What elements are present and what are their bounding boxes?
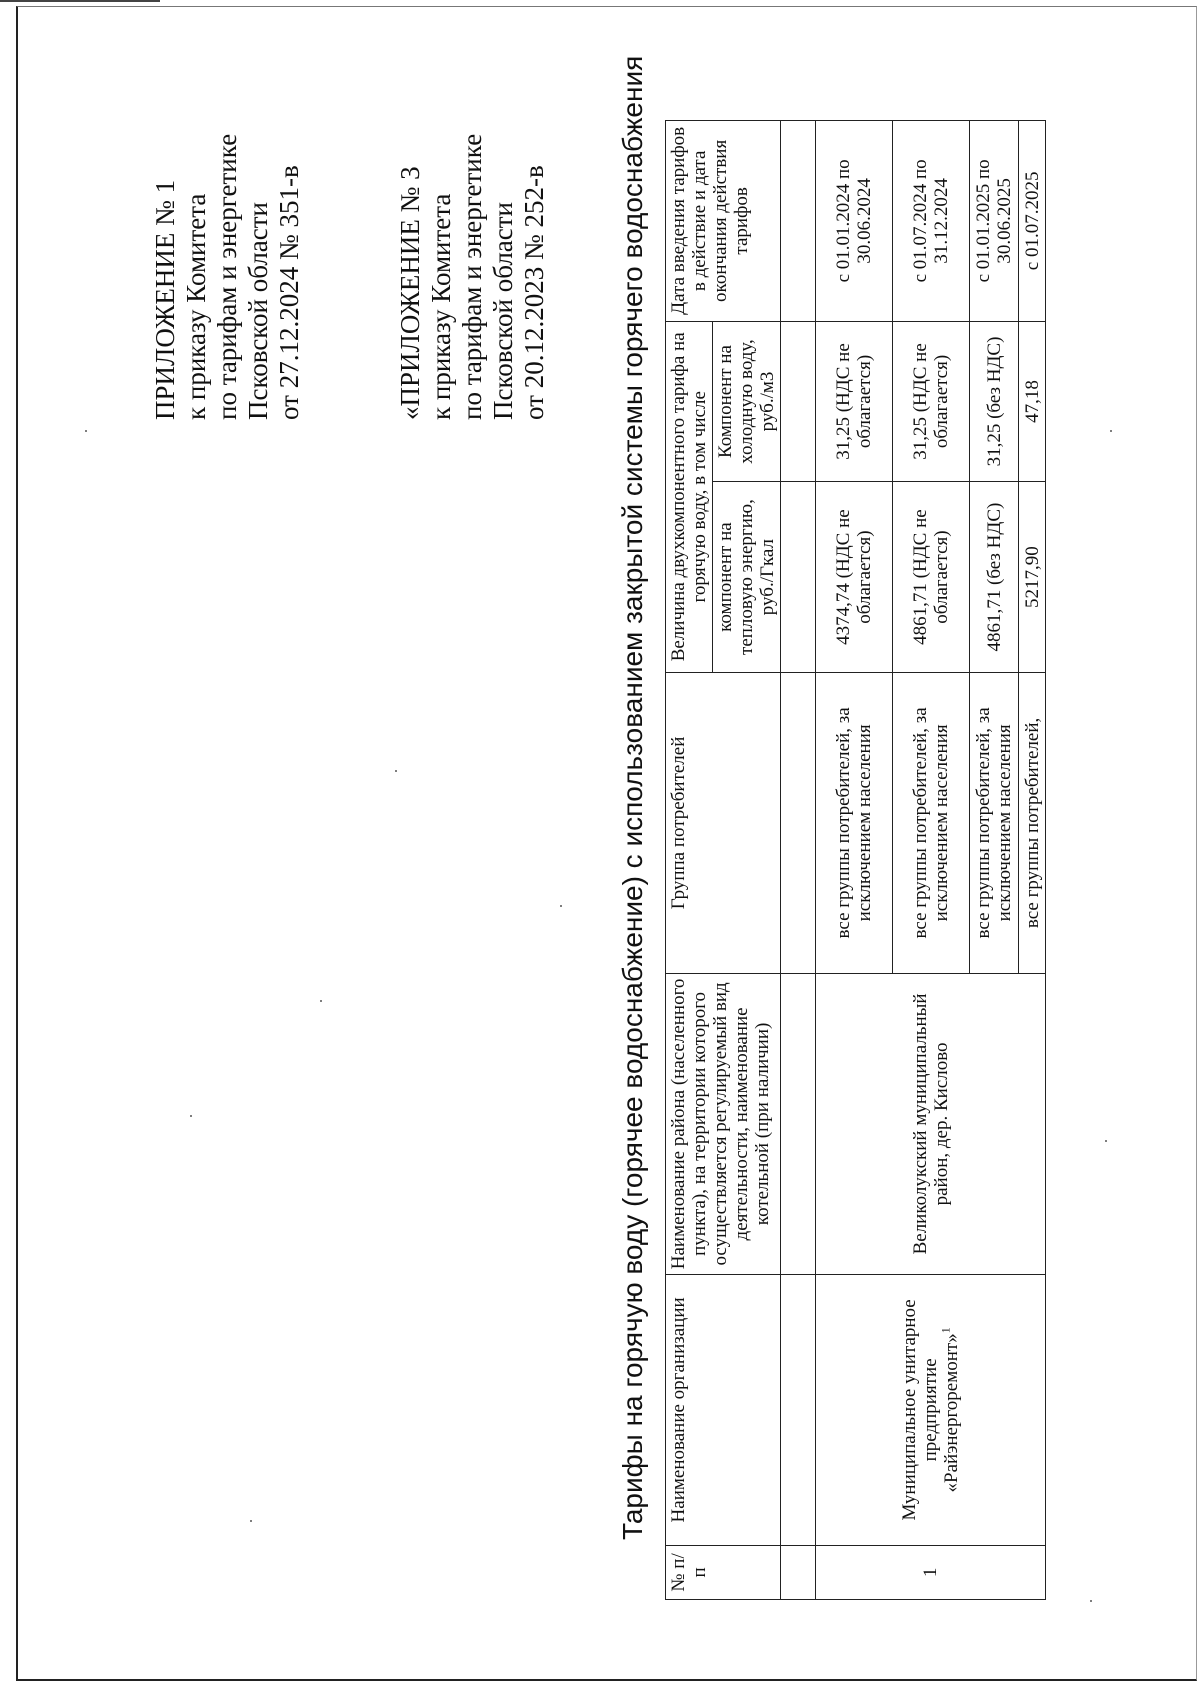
water-component-value: 31,25 (НДС не облагается) <box>816 321 893 482</box>
organization-name <box>816 1274 1046 1545</box>
header-district: Наименование района (населенного пункта), на территории которого осуществляется регулируемый вид деятельности, наименование котельной (при наличии) <box>666 973 781 1274</box>
header-org: Наименование организации <box>666 1274 781 1545</box>
scan-edge-mark <box>0 0 160 6</box>
consumer-group: все группы потребителей, <box>1019 672 1046 973</box>
header-num: № п/п <box>666 1545 781 1599</box>
scan-speck <box>395 770 397 772</box>
consumer-group: все группы потребителей, за исключением населения <box>893 672 970 973</box>
scan-speck <box>1105 1140 1107 1142</box>
table-cell <box>781 121 816 322</box>
table-cell <box>781 482 816 673</box>
header-group: Группа потребителей <box>666 672 781 973</box>
appendix-1-header <box>150 134 305 420</box>
appendix-1-line: к приказу Комитета <box>181 193 211 420</box>
appendix-1-line: Псковской области <box>243 201 273 420</box>
rotated-page-content <box>0 40 1150 1600</box>
appendix-3-line: Псковской области <box>488 201 518 420</box>
tariff-period: с 01.01.2025 по 30.06.2025 <box>970 121 1019 322</box>
scan-speck <box>85 430 87 432</box>
scan-speck <box>560 905 562 907</box>
tariff-table <box>665 120 1046 1600</box>
header-heat-component: компонент на тепловую энергию, руб./Гкал <box>713 482 781 673</box>
appendix-3-date: от 20.12.2023 № 252-в <box>519 165 549 420</box>
water-component-value: 31,25 (без НДС) <box>970 321 1019 482</box>
appendix-3-line: к приказу Комитета <box>426 193 456 420</box>
heat-component-value: 4861,71 (без НДС) <box>970 482 1019 673</box>
heat-component-value: 5217,90 <box>1019 482 1046 673</box>
appendix-3-line: по тарифам и энергетике <box>457 133 487 420</box>
header-date: Дата введения тарифов в действие и дата окончания действия тарифов <box>666 121 781 322</box>
appendix-1-title: ПРИЛОЖЕНИЕ № 1 <box>150 179 180 420</box>
table-cell <box>781 321 816 482</box>
appendix-3-title: «ПРИЛОЖЕНИЕ № 3 <box>395 166 425 420</box>
table-row <box>781 121 816 1600</box>
organization-name-text: Муниципальное унитарное предприятие «Райэнергоремонт» <box>899 1299 962 1521</box>
header-tariff: Величина двухкомпонентного тарифа на горячую воду, в том числе <box>666 321 713 672</box>
heat-component-value: 4374,74 (НДС не облагается) <box>816 482 893 673</box>
table-title: Тарифы на горячую воду (горячее водоснабжение) с использованием закрытой системы горячего водоснабжения <box>617 55 648 1540</box>
appendix-1-date: от 27.12.2024 № 351-в <box>274 165 304 420</box>
scan-speck <box>1090 1600 1092 1602</box>
table-cell <box>781 973 816 1274</box>
tariff-period: с 01.07.2025 <box>1019 121 1046 322</box>
tariff-period: с 01.01.2024 по 30.06.2024 <box>816 121 893 322</box>
water-component-value: 31,25 (НДС не облагается) <box>893 321 970 482</box>
water-component-value: 47,18 <box>1019 321 1046 482</box>
district-name: Великолукский муниципальный район, дер. Кислово <box>816 973 1046 1274</box>
scan-speck <box>1110 430 1112 432</box>
tariff-period: с 01.07.2024 по 31.12.2024 <box>893 121 970 322</box>
consumer-group: все группы потребителей, за исключением населения <box>816 672 893 973</box>
heat-component-value: 4861,71 (НДС не облагается) <box>893 482 970 673</box>
scan-speck <box>320 1000 322 1002</box>
organization-footnote-mark: 1 <box>938 1327 953 1334</box>
scan-speck <box>190 1115 192 1117</box>
table-row <box>816 121 893 1600</box>
appendix-1-line: по тарифам и энергетике <box>212 133 242 420</box>
consumer-group: все группы потребителей, за исключением населения <box>970 672 1019 973</box>
appendix-3-header <box>395 134 550 420</box>
row-number: 1 <box>816 1545 1046 1599</box>
table-cell <box>781 1274 816 1545</box>
table-cell <box>781 672 816 973</box>
header-water-component: Компонент на холодную воду, руб./м3 <box>713 321 781 482</box>
scan-speck <box>250 1520 252 1522</box>
table-cell <box>781 1545 816 1599</box>
